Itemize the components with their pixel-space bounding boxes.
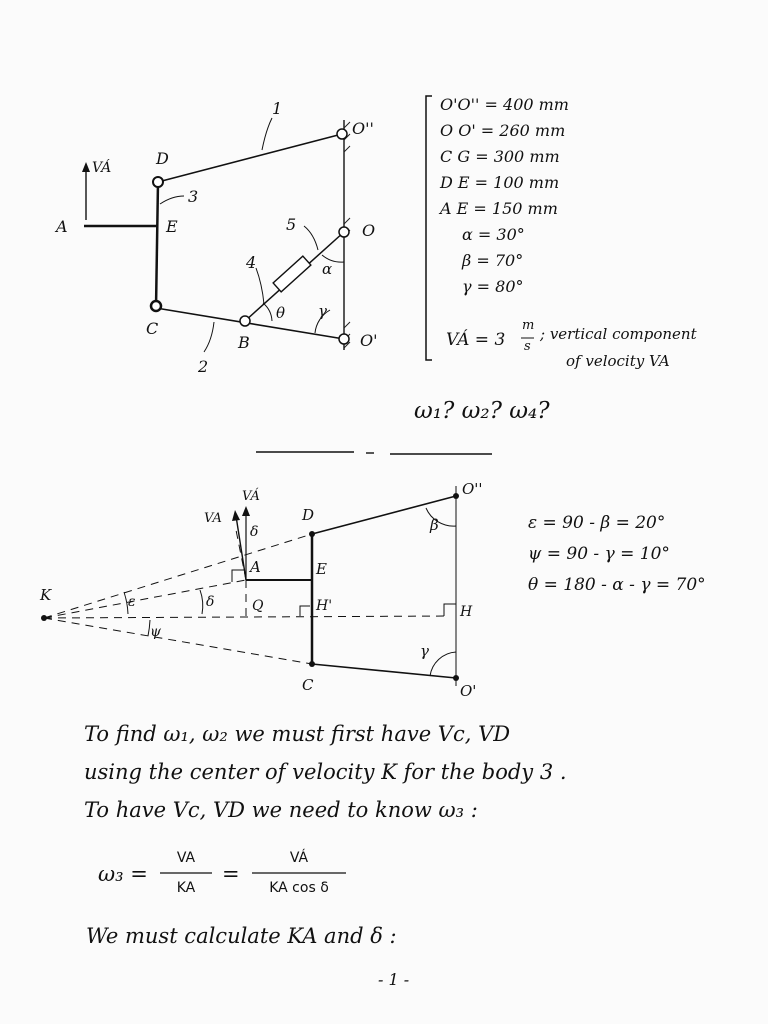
leader-2 [204,322,214,352]
label-C-2: C [302,676,314,694]
given-line: C G = 300 mm [440,147,560,166]
label-delta-top: δ [250,524,259,540]
given-line: D E = 100 mm [440,173,560,192]
label-O1: O' [360,331,378,350]
paragraph-line-2: using the center of velocity K for the body 3 . [84,760,567,784]
label-E: E [166,217,178,236]
equation-num-2: VÁ [289,850,309,866]
page-number: - 1 - [378,970,410,989]
label-C: C [146,319,159,338]
label-alpha: α [322,260,333,278]
equation-den-2: KA cos δ [269,880,329,896]
point-O2 [453,493,459,499]
construction-lines [44,530,450,664]
label-va: VÁ [92,160,112,176]
label-gamma: γ [318,302,327,320]
givens-list [440,92,569,300]
point-O1 [453,675,459,681]
equation-equals: = [222,862,240,886]
label-theta: θ [276,304,286,322]
given-line: O'O'' = 400 mm [440,95,569,114]
given-line: A E = 150 mm [440,199,558,218]
label-1: 1 [272,99,283,118]
label-Q: Q [252,598,264,614]
va-vector-head [232,510,240,521]
label-A-2: A [250,558,261,576]
joint-B [240,316,250,326]
leader-1 [262,118,272,150]
leader-4 [256,268,264,304]
label-2: 2 [198,357,209,376]
va-description-2: of velocity VA [566,352,670,370]
label-O2-2: O'' [462,480,483,498]
pivot-O1 [339,334,349,344]
pivot-O2 [337,129,347,139]
arc-theta [263,303,272,321]
angles-list [528,508,706,601]
given-line: β = 70° [462,251,524,270]
link-3 [156,182,158,308]
equation-lhs: ω₃ = [98,862,148,886]
label-VA-2: VA [204,511,222,526]
givens-bracket [426,96,432,360]
label-O1-2: O' [460,682,477,700]
equation-den-1: KA [176,880,196,896]
link-2-pos [312,664,456,678]
label-E-2: E [316,560,327,578]
label-VA1-2: VÁ [242,489,260,504]
right-angle-H [444,604,456,616]
label-A: A [56,217,68,236]
va-value: VÁ = 3 [446,330,506,350]
pivot-O [339,227,349,237]
link-1 [158,134,342,182]
label-psi: ψ [150,624,161,640]
label-O2: O'' [352,119,374,138]
label-4: 4 [246,253,257,272]
point-C [309,661,315,667]
angle-line: ψ = 90 - γ = 10° [528,544,670,564]
leader-3 [160,196,184,204]
label-D: D [156,149,169,168]
va-unit-den: s [524,339,531,354]
slider-4 [273,256,311,292]
va-description-1: ; vertical component [540,325,697,343]
va-unit-num: m [522,318,535,333]
point-K [41,615,47,621]
final-line: We must calculate KA and δ : [86,924,397,948]
label-O: O [362,221,376,240]
leader-5 [304,226,318,250]
point-D [309,531,315,537]
label-D-2: D [302,506,315,524]
arc-gamma-2 [430,652,456,676]
angle-line: ε = 90 - β = 20° [528,513,666,533]
label-3: 3 [188,187,199,206]
label-gamma-2: γ [420,642,429,660]
angle-line: θ = 180 - α - γ = 70° [528,575,706,595]
given-line: α = 30° [462,225,525,244]
label-delta: δ [206,594,215,610]
right-angle-A [232,570,244,582]
joint-D [153,177,163,187]
question-line: ω₁? ω₂? ω₄? [414,398,550,424]
paragraph-line-3: To have Vc, VD we need to know ω₃ : [84,798,478,822]
paragraph-line-1: To find ω₁, ω₂ we must first have Vc, VD [84,722,511,746]
label-epsilon: ε [128,594,136,610]
given-line: O O' = 260 mm [440,121,566,140]
label-H: H [460,604,473,620]
arc-delta [200,590,203,614]
va1-vector-head [242,506,250,516]
label-5: 5 [286,215,297,234]
given-line: γ = 80° [462,277,524,296]
equation-num-1: VA [176,850,196,866]
label-K: K [40,586,52,604]
joint-C [151,301,161,311]
label-H1: H' [316,598,333,614]
label-B: B [238,333,250,352]
label-beta: β [430,516,439,534]
right-angle-H1 [300,606,310,616]
va-arrowhead [82,162,90,172]
